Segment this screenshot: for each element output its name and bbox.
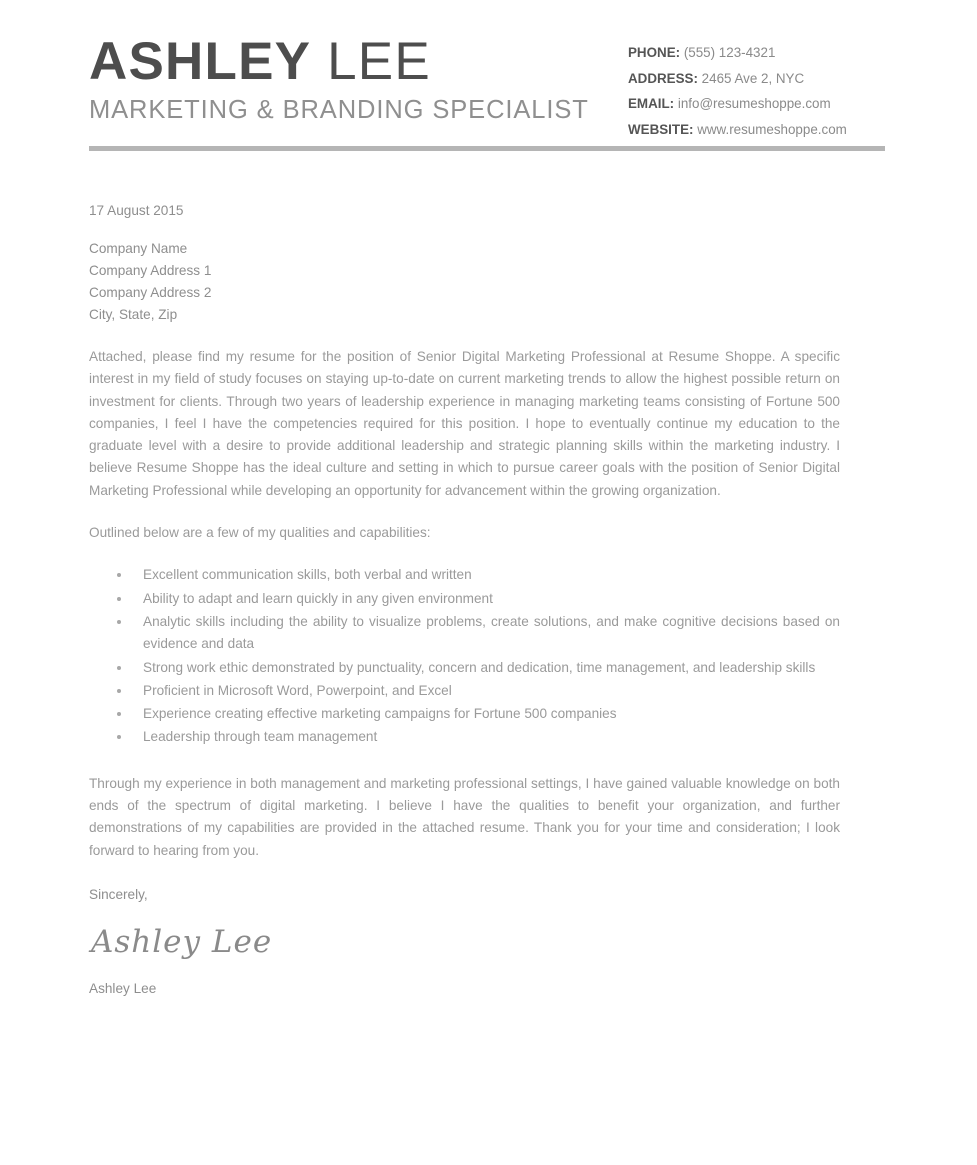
recipient-address-1: Company Address 1: [89, 263, 212, 278]
name-block: [89, 32, 609, 126]
contact-address-value: 2465 Ave 2, NYC: [701, 70, 805, 86]
signer-name: Ashley Lee: [89, 980, 157, 996]
first-name: ASHLEY: [89, 32, 312, 91]
list-item: Proficient in Microsoft Word, Powerpoint, and Excel: [89, 680, 840, 702]
header-divider: [89, 146, 885, 151]
qualities-intro: Outlined below are a few of my qualities and capabilities:: [89, 525, 431, 541]
sign-off: Sincerely,: [89, 886, 148, 902]
closing-paragraph: Through my experience in both management and marketing professional settings, I have gained valuable knowledge on both ends of the spectrum of digital marketing. I believe I have the qualities to benefit your organization, and further demonstrations of my capabilities are provided in the attached resume. Thank you for your time and consideration; I look forward to hearing from you.: [89, 775, 840, 858]
contact-address: [628, 66, 928, 92]
recipient-address-block: [89, 238, 840, 326]
contact-website-value[interactable]: www.resumeshoppe.com: [697, 121, 847, 137]
recipient-address-2: Company Address 2: [89, 285, 212, 300]
contact-address-label: ADDRESS:: [628, 70, 698, 86]
contact-email: [628, 91, 928, 117]
contact-website-label: WEBSITE:: [628, 121, 694, 137]
qualities-list: [89, 564, 840, 748]
contact-phone-label: PHONE:: [628, 45, 681, 60]
list-item: Strong work ethic demonstrated by punctuality, concern and dedication, time management, and leadership skills: [89, 657, 840, 679]
list-item: Experience creating effective marketing campaigns for Fortune 500 companies: [89, 703, 840, 725]
contact-email-value[interactable]: info@resumeshoppe.com: [677, 96, 831, 111]
contact-phone: [628, 40, 928, 66]
list-item: Leadership through team management: [89, 726, 840, 748]
letterhead: [0, 0, 977, 152]
letter-date: 17 August 2015: [89, 203, 184, 218]
contact-phone-value: (555) 123-4321: [683, 45, 776, 60]
contact-email-label: EMAIL:: [628, 96, 675, 111]
contact-website: [628, 117, 928, 143]
job-title: MARKETING & BRANDING SPECIALIST: [89, 96, 589, 124]
name-space: [311, 32, 327, 91]
list-item: Ability to adapt and learn quickly in any given environment: [89, 588, 840, 610]
recipient-city-state-zip: City, State, Zip: [89, 307, 178, 322]
list-item: Analytic skills including the ability to visualize problems, create solutions, and make cognitive decisions based on evidence and data: [89, 611, 840, 656]
signature-script: Ashley Lee: [91, 923, 273, 960]
list-item: Excellent communication skills, both verbal and written: [89, 564, 840, 586]
contact-block: [628, 40, 928, 142]
recipient-company-name: Company Name: [89, 241, 188, 256]
letter-body: [89, 200, 840, 1000]
last-name: LEE: [327, 32, 431, 91]
opening-paragraph: Attached, please find my resume for the position of Senior Digital Marketing Professional at Resume Shoppe. A specific interest in my field of study focuses on staying up-to-date on current marketing trends to allow the highest possible return on investment for clients. Through two years of leadership experience in managing marketing teams consisting of Fortune 500 companies, I feel I have the competencies required for this position. I hope to eventually continue my education to the graduate level with a desire to provide additional leadership and strategic planning skills within the marketing industry. I believe Resume Shoppe has the ideal culture and setting in which to pursue career goals with the position of Senior Digital Marketing Professional while developing an opportunity for advancement within the growing organization.: [89, 349, 840, 498]
full-name: [89, 32, 609, 92]
